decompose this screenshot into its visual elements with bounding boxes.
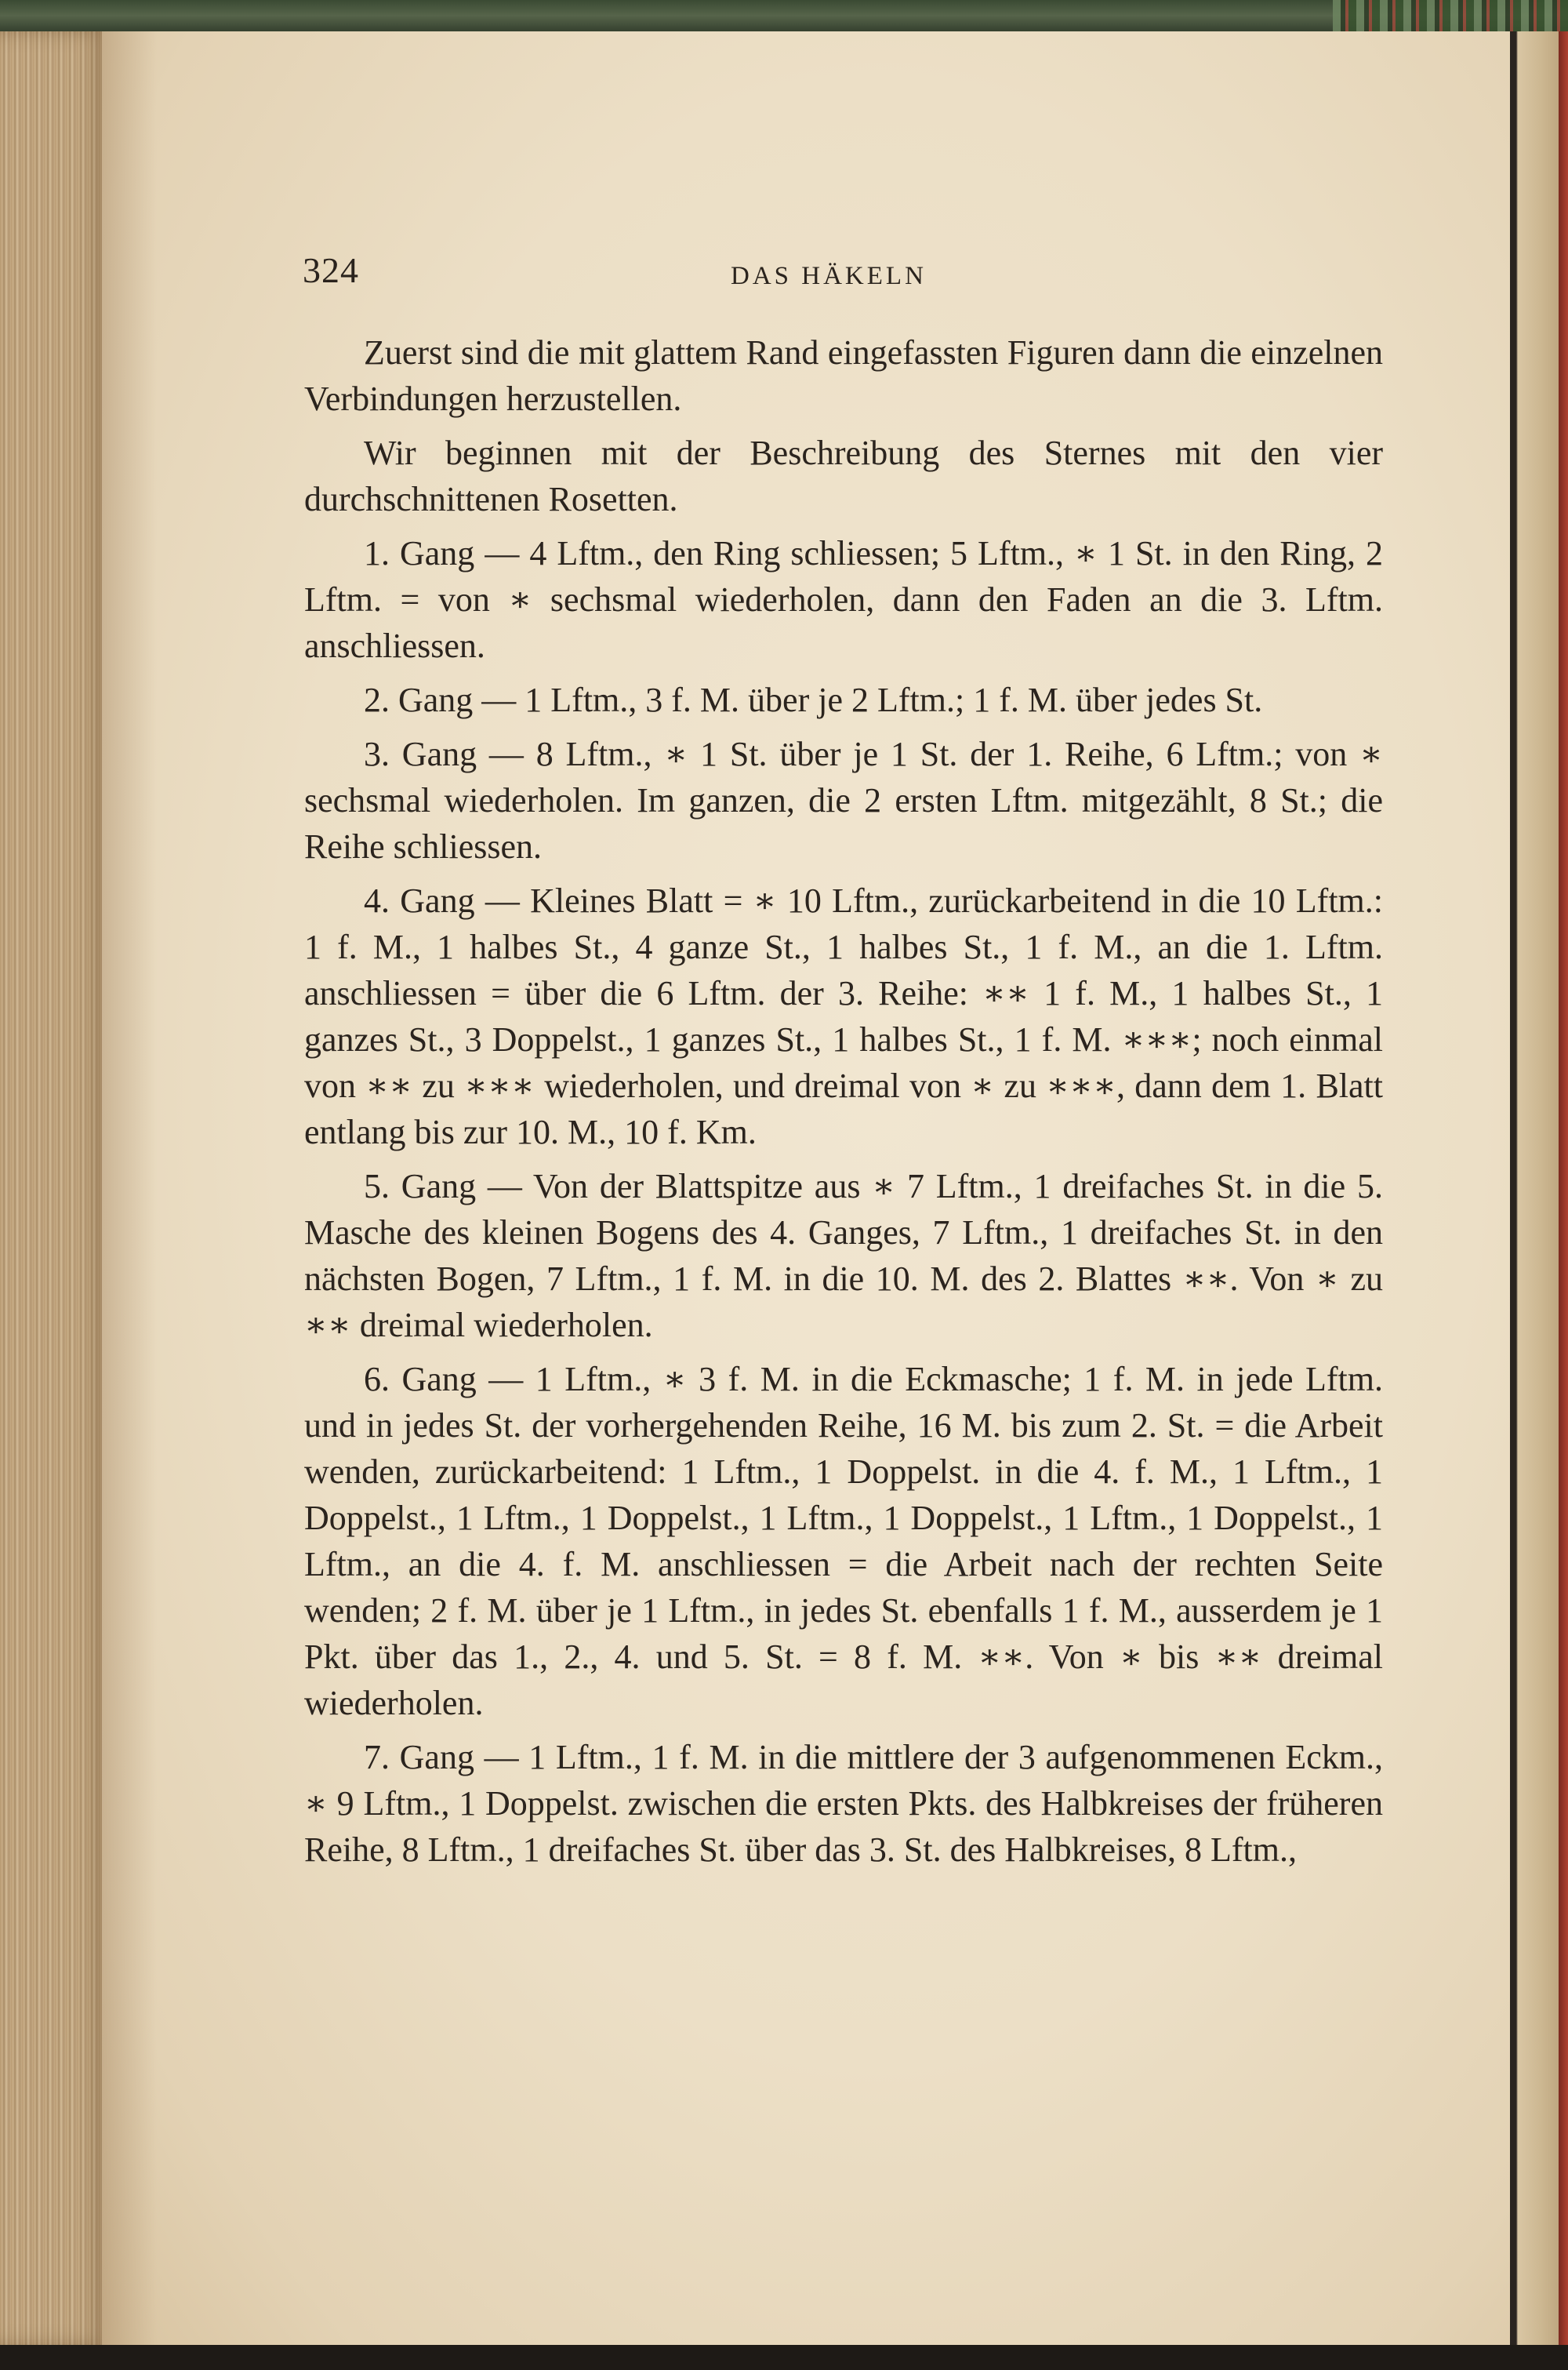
paragraph-intro: Zuerst sind die mit glattem Rand eingefassten Figuren dann die einzelnen Verbindungen herzustellen. bbox=[304, 333, 1383, 418]
paragraph-gang-3: 3. Gang — 8 Lftm., ∗ 1 St. über je 1 St. der 1. Reihe, 6 Lftm.; von ∗ sechsmal wiederholen. Im ganzen, die 2 ersten Lftm. mitgezählt, 8 St.; die Reihe schliessen. bbox=[304, 735, 1383, 866]
page-number: 324 bbox=[303, 250, 359, 290]
right-red-edge bbox=[1559, 31, 1568, 2345]
paragraph-gang-4: 4. Gang — Kleines Blatt = ∗ 10 Lftm., zurückarbeitend in die 10 Lftm.: 1 f. M., 1 halbes St., 4 ganze St., 1 halbes St., 1 f. M., an die 1. Lftm. anschliessen = über die 6 Lftm. der 3. Reihe: ∗∗ 1 f. M., 1 halbes St., 1 ganzes St., 3 Doppelst., 1 ganzes St., 1 halbes St., 1 f. M. ∗∗∗; noch einmal von ∗∗ zu ∗∗∗ wiederholen, und dreimal von ∗ zu ∗∗∗, dann dem 1. Blatt entlang bis zur 10. M., 10 f. Km. bbox=[304, 881, 1383, 1151]
paragraph-star-description: Wir beginnen mit der Beschreibung des Sternes mit den vier durchschnittenen Rosetten. bbox=[304, 434, 1383, 518]
gutter-shadow bbox=[102, 31, 157, 2345]
binding-decoration bbox=[1333, 0, 1568, 35]
page-edges bbox=[0, 31, 110, 2345]
bottom-edge bbox=[0, 2345, 1568, 2370]
paragraph-gang-6: 6. Gang — 1 Lftm., ∗ 3 f. M. in die Eckmasche; 1 f. M. in jede Lftm. und in jedes St. der vorhergehenden Reihe, 16 M. bis zum 2. St. = die Arbeit wenden, zurückarbeitend: 1 Lftm., 1 Doppelst. in die 4. f. M., 1 Lftm., 1 Doppelst., 1 Lftm., 1 Doppelst., 1 Lftm., 1 Doppelst., 1 Lftm., 1 Doppelst., 1 Lftm., an die 4. f. M. anschliessen = die Arbeit nach der rechten Seite wenden; 2 f. M. über je 1 Lftm., in jedes St. ebenfalls 1 f. M., ausserdem je 1 Pkt. über das 1., 2., 4. und 5. St. = 8 f. M. ∗∗. Von ∗ bis ∗∗ dreimal wiederholen. bbox=[304, 1360, 1383, 1722]
paragraph-gang-7: 7. Gang — 1 Lftm., 1 f. M. in die mittlere der 3 aufgenommenen Eckm., ∗ 9 Lftm., 1 Doppelst. zwischen die ersten Pkts. des Halbkreises der früheren Reihe, 8 Lftm., 1 dreifaches St. über das 3. St. des Halbkreises, 8 Lftm., bbox=[304, 1738, 1383, 1869]
paragraph-gang-5: 5. Gang — Von der Blattspitze aus ∗ 7 Lftm., 1 dreifaches St. in die 5. Masche des kleinen Bogens des 4. Ganges, 7 Lftm., 1 dreifaches St. in den nächsten Bogen, 7 Lftm., 1 f. M. in die 10. M. des 2. Blattes ∗∗. Von ∗ zu ∗∗ dreimal wiederholen. bbox=[304, 1167, 1383, 1344]
running-head: DAS HÄKELN bbox=[731, 262, 927, 290]
body-text bbox=[304, 329, 1383, 1881]
paragraph-gang-1: 1. Gang — 4 Lftm., den Ring schliessen; 5 Lftm., ∗ 1 St. in den Ring, 2 Lftm. = von ∗ sechsmal wiederholen, dann den Faden an die 3. Lftm. anschliessen. bbox=[304, 534, 1383, 665]
paragraph-gang-2: 2. Gang — 1 Lftm., 3 f. M. über je 2 Lftm.; 1 f. M. über jedes St. bbox=[364, 681, 1263, 719]
